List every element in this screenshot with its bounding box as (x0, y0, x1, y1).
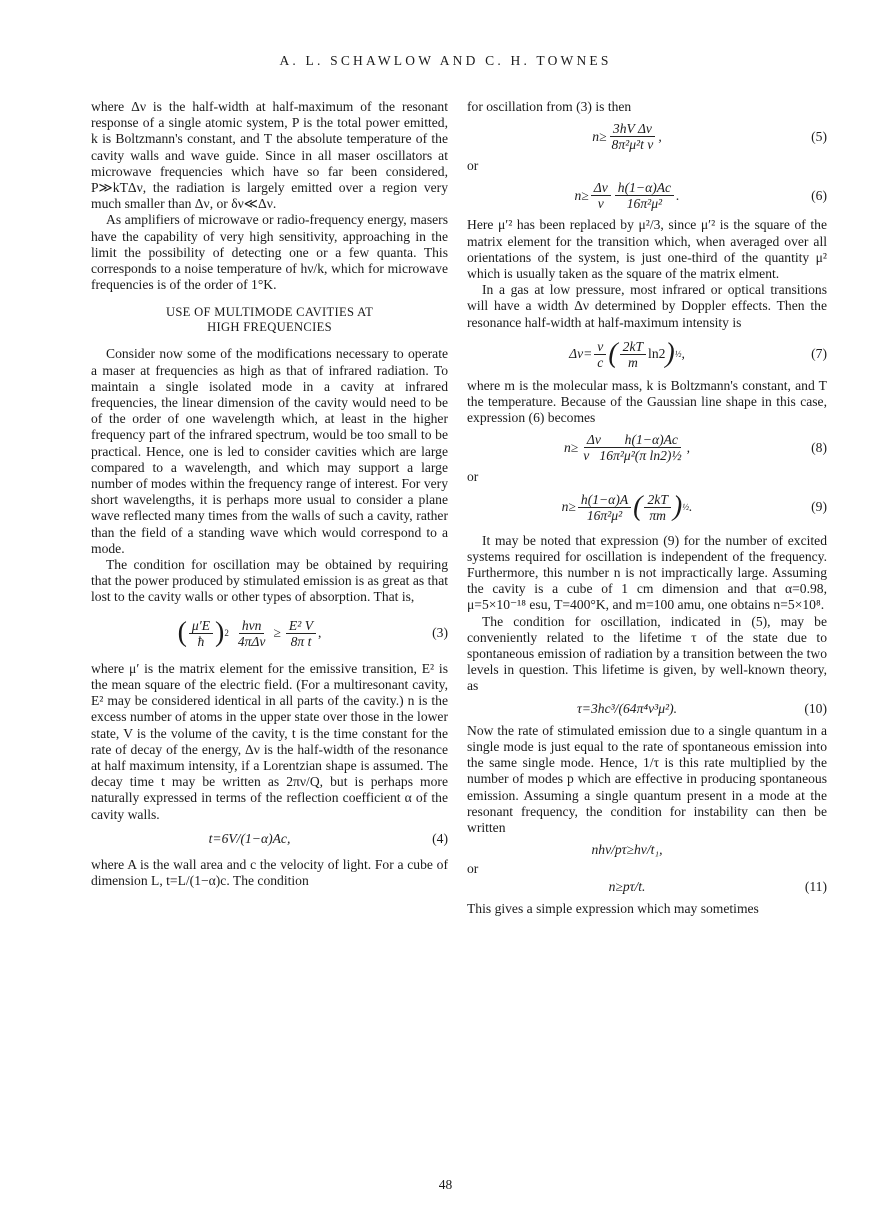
running-header: A. L. SCHAWLOW AND C. H. TOWNES (279, 53, 612, 68)
eq-exponent: 2 (224, 628, 229, 639)
paragraph: In a gas at low pressure, most infrared or optical transitions will have a width Δν determined by Doppler effects. Then the resonance half-width at half-maximum intensity is (467, 282, 827, 330)
right-column (467, 99, 827, 917)
paragraph: Here μ′² has been replaced by μ²/3, since μ′² is the square of the matrix element for the transition which, when averaged over all orientations of the system, is just one-third of the quantity μ² which is usually taken as the square of the matrix elment. (467, 217, 827, 282)
or-text: or (467, 158, 479, 174)
equation-number: (3) (432, 625, 448, 641)
eq-denominator: 16π²μ² (586, 507, 623, 523)
eq-numerator: hνn (239, 618, 265, 634)
eq-punctuation: , (658, 128, 662, 144)
paragraph: where m is the molecular mass, k is Boltzmann's constant, and T the temperature. Because of the Gaussian line shape in this case, expression (6) becomes (467, 377, 827, 426)
or-text: or (467, 860, 479, 876)
eq-numerator: h(1−α)Ac (615, 180, 674, 196)
paragraph: for oscillation from (3) is then (467, 99, 632, 114)
eq-punctuation: , (681, 346, 685, 362)
eq-lhs: n≥ (561, 499, 576, 515)
page-number: 48 (438, 1177, 453, 1192)
paragraph: where μ′ is the matrix element for the emissive transition, E² is the mean square of the electric field. (For a multiresonant cavity, E² may be considered identical in all parts of the cavity.) n is the excess number of atoms in the upper state over those in the lower state, V is the volume of the cavity, t is the time constant for the rate of decay of the energy, Δν is the half-width of the resonance at half maximum intensity, if a Lorentzian shape is assumed. The decay time t may be written as 2πν/Q, but is perhaps more naturally expressed in terms of the reflection coefficient α of the cavity walls. (91, 660, 448, 822)
eq-numerator: 3hV Δν (610, 121, 655, 137)
eq-numerator: Δν (591, 180, 611, 196)
eq-lhs: n≥ (563, 439, 579, 455)
left-column (91, 99, 448, 889)
eq-numerator: ν (594, 339, 606, 355)
eq-lhs: n≥ (592, 128, 607, 144)
eq-term: ln2 (648, 346, 666, 362)
paragraph: where Δν is the half-width at half-maximum of the resonant response of a single atomic system, P is the total power emitted, k is Boltzmann's constant, and T the absolute temperature of the cavity walls and wave guide. Since in all maser oscillators at microwave frequencies which have so far been considered, P≫kTΔν, the radiation is largely emitted over a region very much smaller than Δν, or δν≪Δν. (91, 99, 448, 212)
eq-punctuation: . (676, 187, 680, 203)
eq-denominator: m (627, 354, 638, 370)
eq-denominator: ν 16π²μ²(π ln2)½ (583, 448, 682, 464)
equation-3: ( $\frac{\mu'E}{ħ}$ ) 2 $\frac{\text{hνn}}{\text{4πΔν}}$ ≥ $\frac{\text{E² V}}{\text{8π t}}$ , (3) (177, 617, 448, 649)
eq-text: t=6V/(1−α)Ac, (208, 830, 291, 846)
equation-number: (6) (811, 187, 827, 203)
paragraph: The condition for oscillation may be obtained by requiring that the power produced by stimulated emission is as great as that lost to the cavity walls or other types of absorption. That is, (91, 557, 448, 605)
equation-number: (11) (804, 878, 827, 894)
equation-8 (467, 432, 827, 463)
eq-numerator: μ′E (189, 618, 213, 634)
equation-instability (467, 842, 827, 858)
section-heading (91, 305, 448, 335)
eq-denominator: c (597, 354, 604, 370)
paragraph: As amplifiers of microwave or radio-frequency energy, masers have the capability of very high sensitivity, approaching in the limit the possibility of detecting one or a few quanta. This corresponds to a noise temperature of hν/k, which for microwave frequencies is of the order of 1°K. (91, 212, 448, 293)
equation-11 (467, 879, 827, 895)
eq-text: n≥pτ/t. (608, 878, 646, 894)
eq-text: nhν/pτ≥hν/t₁, (591, 842, 663, 858)
eq-denominator: 8π²μ²t ν (611, 137, 654, 153)
eq-punctuation: , (686, 439, 691, 455)
eq-numerator: Δν h(1−α)Ac (584, 432, 681, 448)
equation-5 (467, 121, 827, 152)
eq-relation: ≥ (273, 625, 281, 641)
equation-9: n≥ $\frac{h(1-\alpha)A}{\text{16π²μ²}}$ ( $\frac{2kT}{\pi m}$ ) ½ . (9) (561, 491, 827, 523)
eq-denominator: ν (597, 196, 604, 212)
eq-numerator: 2kT (644, 492, 670, 508)
eq-denominator: 8π t (290, 633, 312, 649)
equation-6 (467, 180, 827, 211)
section-heading-line: USE OF MULTIMODE CAVITIES AT (165, 305, 374, 320)
eq-denominator: 16π²μ² (626, 196, 663, 212)
equation-10 (467, 701, 827, 717)
eq-denominator: ħ (197, 633, 205, 649)
equation-number: (8) (811, 439, 827, 455)
eq-numerator: E² V (286, 618, 316, 634)
paragraph: Now the rate of stimulated emission due to a single quantum in a single mode is just equal to the rate of spontaneous emission into the same single mode. Hence, 1/τ is this rate multiplied by the number of modes p which are effective in producing spontaneous emission. Assuming a single quantum present in a mode at the resonant frequency, the condition for instability can then be written (467, 722, 827, 836)
eq-numerator: 2kT (620, 339, 646, 355)
paragraph: It may be noted that expression (9) for the number of excited systems required for oscillation is independent of the frequency. Furthermore, this number n is not impractically large. Assuming the cavity is a cube of 1 cm dimension and that α=0.98, μ=5×10⁻¹⁸ esu, T=400°K, and m=100 amu, one obtains n=5×10⁸. (467, 532, 827, 613)
eq-exponent: ½ (682, 502, 689, 513)
eq-denominator: 4πΔν (237, 633, 266, 649)
or-text: or (467, 469, 479, 485)
eq-lhs: n≥ (574, 187, 589, 203)
eq-punctuation: . (688, 499, 693, 515)
equation-7: Δν= $\frac{\nu}{c}$ ( $\frac{2kT}{m}$ ln2 ) ½ , (7) (569, 338, 827, 370)
eq-numerator: h(1−α)A (578, 492, 631, 508)
paragraph: The condition for oscillation, indicated in (5), may be conveniently related to the lifetime τ of the state due to spontaneous emission of radiation by a transition between the two levels in question. This lifetime is given, by well-known theory, as (467, 613, 827, 694)
section-heading-line: HIGH FREQUENCIES (207, 320, 332, 335)
equation-4 (91, 831, 448, 847)
paragraph: where A is the wall area and c the velocity of light. For a cube of dimension L, t=L/(1−α)c. The condition (91, 856, 448, 889)
eq-lhs: Δν= (569, 346, 593, 362)
equation-number: (7) (811, 346, 827, 362)
paragraph: This gives a simple expression which may sometimes (467, 900, 759, 916)
equation-number: (5) (811, 128, 827, 144)
paragraph: Consider now some of the modifications necessary to operate a maser at frequencies as high as that of infrared radiation. To maintain a single isolated mode in a cavity at infrared frequencies, the linear dimension of the cavity would need to be of the order of one wavelength which, at least in the higher frequency part of the infrared spectrum, would be too small to be practical. Hence, one is led to consider cavities which are large compared to a wavelength, and which may support a large number of modes within the frequency range of interest. For very short wavelengths, it is perhaps more usual to consider a plane wave reflected many times from the walls of such a cavity, rather than the field of a standing wave which would correspond to a mode. (91, 346, 448, 556)
eq-exponent: ½ (674, 349, 682, 360)
equation-number: (9) (811, 499, 827, 515)
eq-denominator: πm (649, 507, 666, 523)
equation-number: (10) (804, 700, 827, 716)
equation-number: (4) (432, 830, 448, 846)
eq-punctuation: , (318, 625, 322, 641)
eq-text: τ=3hc³/(64π⁴ν³μ²). (576, 700, 678, 716)
